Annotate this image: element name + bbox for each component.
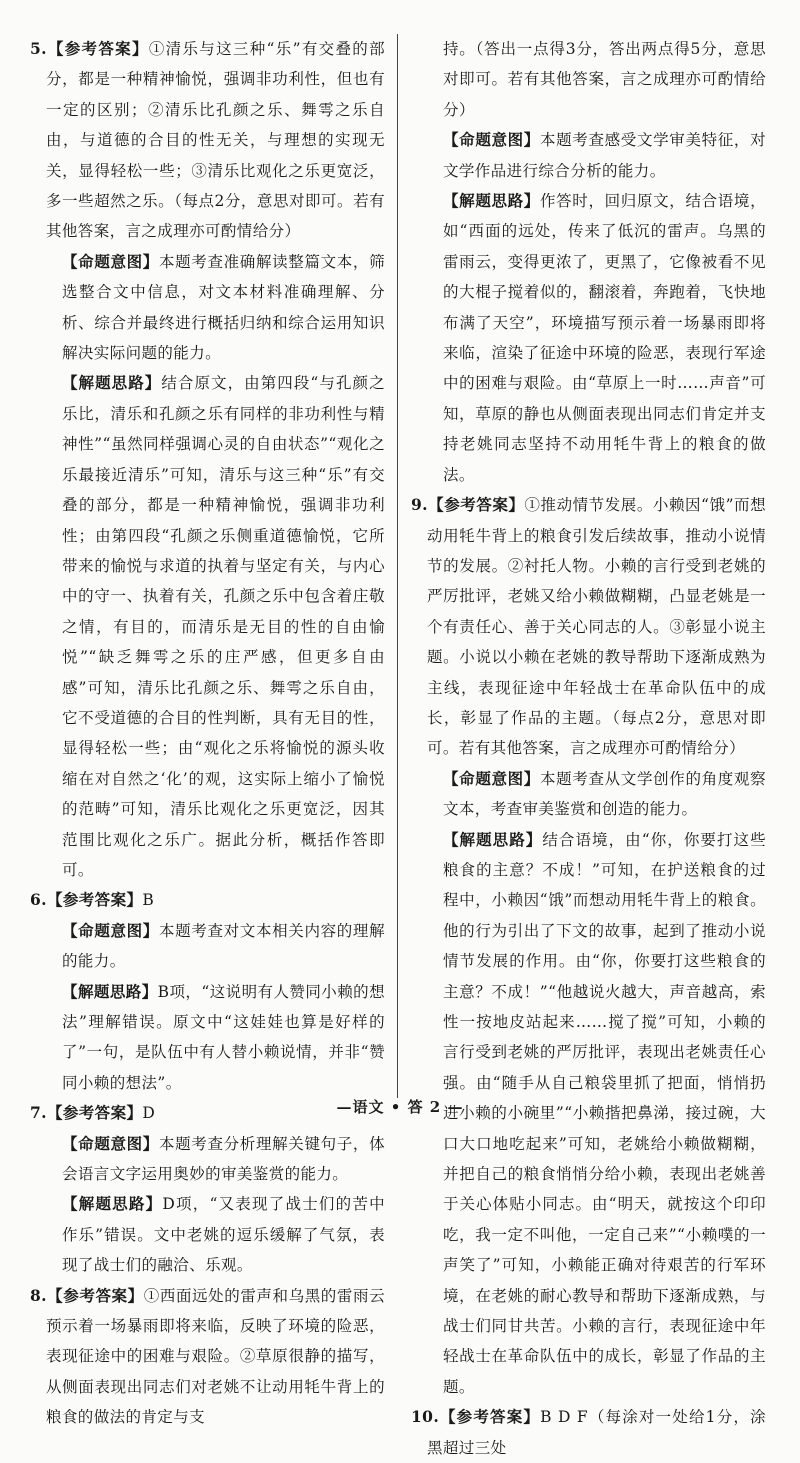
right-column <box>411 34 766 1463</box>
answer-10: 10.【参考答案】B D F（每涂对一处给1分，涂黑超过三处 <box>411 1407 766 1457</box>
analysis-9: 【解题思路】结合语境，由“你，你要打这些粮食的主意？不成！”可知，在护送粮食的过程中，小赖因“饿”而想动用牦牛背上的粮食。他的行为引出了下文的故事，起到了推动小说情节发展的作用。由“你，你要打这些粮食的主意？不成！”“他越说火越大，声音越高，索性一按地皮站起来……搅了搅”可知，小赖的言行受到老姚的严厉批评，表现出老姚责任心强。由“随手从自己粮袋里抓了把面，悄悄扔进小赖的小碗里”“小赖揩把鼻涕，接过碗，大口大口地吃起来”可知，老姚给小赖做糊糊，并把自己的粮食悄悄分给小赖，表现出老姚善于关心体贴小同志。由“明天，就按这个印印吃，我一定不叫他，一定自己来”“小赖噗的一声笑了”可知，小赖能正确对待艰苦的行军环境，在老姚的耐心教导和帮助下逐渐成熟，与战士们同甘共苦。小赖的言行，表现征途中年轻战士在革命队伍中的成长，彰显了作品的主题。 <box>443 829 766 1396</box>
intent-8: 【命题意图】本题考查感受文学审美特征，对文学作品进行综合分析的能力。 <box>443 130 766 180</box>
analysis-5: 【解题思路】结合原文，由第四段“与孔颜之乐比，清乐和孔颜之乐有同样的非功利性与精神性”“虽然同样强调心灵的自由状态”“观化之乐最接近清乐”可知，清乐与这三种“乐”有交叠的部分，都是一种精神愉悦，强调非功利性；由第四段“孔颜之乐侧重道德愉悦，它所带来的愉悦与求道的执着与坚定有关，与内心中的守一、执着有关，孔颜之乐中包含着庄敬之情，有目的，而清乐是无目的性的自由愉悦”“缺乏舞雩之乐的庄严感，但更多自由感”可知，清乐比孔颜之乐、舞雩之乐自由，它不受道德的合目的性判断，具有无目的性，显得轻松一些；由“观化之乐将愉悦的源头收缩在对自然之‘化’的观，这实际上缩小了愉悦的范畴”可知，清乐比观化之乐更宽泛，因其范围比观化之乐广。据此分析，概括作答即可。 <box>62 373 385 879</box>
analysis-6: 【解题思路】B项，“这说明有人赞同小赖的想法”理解错误。原文中“这娃娃也算是好样的了”一句，是队伍中有人替小赖说情，并非“赞同小赖的想法”。 <box>62 981 385 1092</box>
answer-8-continued: 持。（答出一点得3分，答出两点得5分，意思对即可。若有其他答案，言之成理亦可酌情给分） <box>443 40 766 119</box>
answer-8: 8.【参考答案】①西面远处的雷声和乌黑的雷雨云预示着一场暴雨即将来临，反映了环境的险恶，表现征途中的困难与艰险。②草原很静的描写，从侧面表现出同志们对老姚不让动用牦牛背上的粮食的做法的肯定与支 <box>30 1285 385 1427</box>
answer-5: 5.【参考答案】①清乐与这三种“乐”有交叠的部分，都是一种精神愉悦，强调非功利性，但也有一定的区别；②清乐比孔颜之乐、舞雩之乐自由，与道德的合目的性无关，与理想的实现无关，显得轻松一些；③清乐比观化之乐更宽泛，多一些超然之乐。（每点2分，意思对即可。若有其他答案，言之成理亦可酌情给分） <box>30 39 385 241</box>
answer-7: 7.【参考答案】D <box>30 1103 156 1123</box>
left-column <box>30 34 385 1433</box>
intent-5: 【命题意图】本题考查准确解读整篇文本，筛选整合文中信息，对文本材料准确理解、分析、综合并最终进行概括归纳和综合运用知识解决实际问题的能力。 <box>62 251 385 363</box>
analysis-7: 【解题思路】D项，“又表现了战士们的苦中作乐”错误。文中老姚的逗乐缓解了气氛，表现了战士们的融洽、乐观。 <box>62 1194 385 1275</box>
answer-9: 9.【参考答案】①推动情节发展。小赖因“饿”而想动用牦牛背上的粮食引发后续故事，推动小说情节的发展。②衬托人物。小赖的言行受到老姚的严厉批评，老姚又给小赖做糊糊，凸显老姚是一个有责任心、善于关心同志的人。③彰显小说主题。小说以小赖在老姚的教导帮助下逐渐成熟为主线，表现征途中年轻战士在革命队伍中的成长，彰显了作品的主题。（每点2分，意思对即可。若有其他答案，言之成理亦可酌情给分） <box>411 495 767 758</box>
analysis-8: 【解题思路】作答时，回归原文，结合语境，如“西面的远处，传来了低沉的雷声。乌黑的雷雨云，变得更浓了，更黑了，它像被看不见的大棍子搅着似的，翻滚着，奔跑着，飞快地布满了天空”，环境描写预示着一场暴雨即将来临，渲染了征途中环境的险恶，表现行军途中的困难与艰险。由“草原上一时……声音”可知，草原的静也从侧面表现出同志们肯定并支持老姚同志坚持不动用牦牛背上的粮食的做法。 <box>443 191 766 484</box>
intent-9: 【命题意图】本题考查从文学创作的角度观察文本，考查审美鉴赏和创造的能力。 <box>443 768 766 819</box>
intent-7: 【命题意图】本题考查分析理解关键句子，体会语言文字运用奥妙的审美鉴赏的能力。 <box>62 1133 385 1184</box>
page-footer: —语文 • 答 2 — <box>336 1098 464 1116</box>
answer-6: 6.【参考答案】B <box>30 890 155 910</box>
intent-6: 【命题意图】本题考查对文本相关内容的理解的能力。 <box>62 920 385 971</box>
column-divider <box>397 34 398 1098</box>
